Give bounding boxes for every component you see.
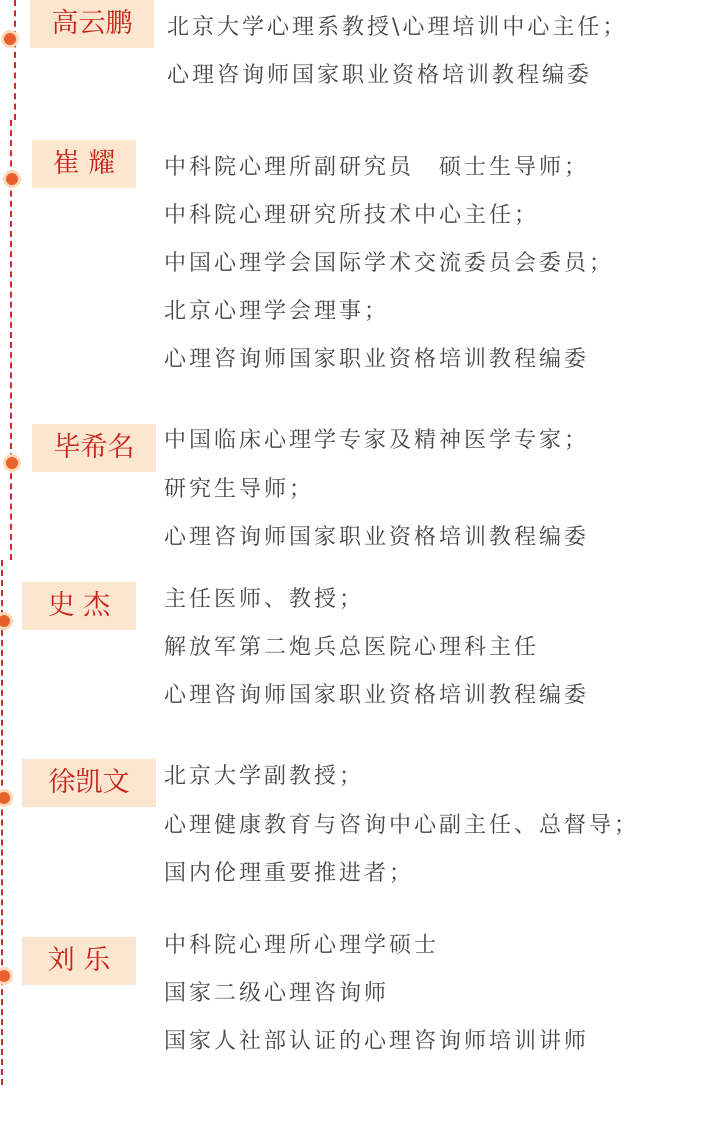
profile-line: 中国临床心理学专家及精神医学专家；: [164, 428, 590, 453]
profile-line: 国家二级心理咨询师: [164, 981, 390, 1006]
profile-line: 中科院心理所副研究员 硕士生导师；: [164, 155, 590, 180]
profile-line: 心理咨询师国家职业资格培训教程编委: [164, 347, 590, 372]
timeline-dot: [1, 30, 19, 48]
profile-line: 心理咨询师国家职业资格培训教程编委: [164, 525, 590, 550]
profile-line: 主任医师、教授；: [164, 587, 365, 612]
profile-name: 崔 耀: [32, 140, 136, 188]
profile-line: 中国心理学会国际学术交流委员会委员；: [164, 251, 615, 276]
profile-name: 史 杰: [22, 582, 136, 630]
profile-line: 心理咨询师国家职业资格培训教程编委: [167, 63, 593, 88]
timeline-line: [1, 560, 3, 1085]
profile-name: 徐凯文: [22, 759, 156, 807]
profile-line: 国内伦理重要推进者；: [164, 861, 415, 886]
timeline-dot: [0, 967, 13, 985]
profile-line: 中科院心理研究所技术中心主任；: [164, 203, 540, 228]
profile-line: 北京大学心理系教授\心理培训中心主任；: [167, 15, 628, 40]
profile-name: 毕希名: [32, 424, 156, 472]
profile-name: 高云鹏: [30, 0, 154, 48]
profile-line: 心理咨询师国家职业资格培训教程编委: [164, 683, 590, 708]
timeline-dot: [0, 789, 13, 807]
profile-line: 中科院心理所心理学硕士: [164, 933, 440, 958]
timeline-line: [14, 0, 16, 120]
profile-line: 北京大学副教授；: [164, 764, 365, 789]
timeline-dot: [3, 454, 21, 472]
profile-name: 刘 乐: [22, 937, 136, 985]
timeline-dot: [0, 612, 13, 630]
profile-line: 国家人社部认证的心理咨询师培训讲师: [164, 1029, 590, 1054]
timeline-dot: [3, 170, 21, 188]
profile-line: 研究生导师；: [164, 477, 315, 502]
profile-line: 心理健康教育与咨询中心副主任、总督导；: [164, 813, 640, 838]
profile-line: 解放军第二炮兵总医院心理科主任: [164, 635, 540, 660]
profile-line: 北京心理学会理事；: [164, 299, 390, 324]
